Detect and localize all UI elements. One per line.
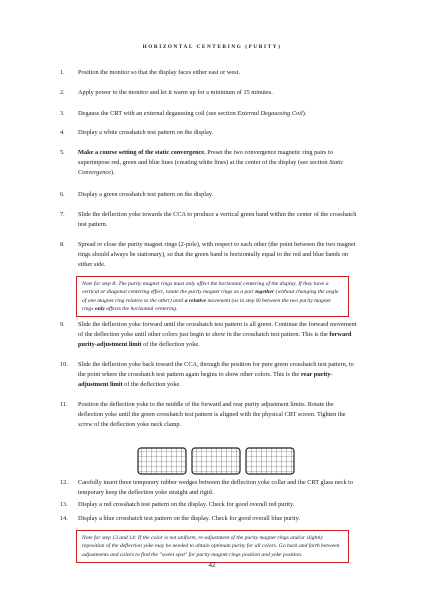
step-2 [60,88,360,98]
step-number: 1. [60,69,65,76]
text-run: of the deflection yoke neck clamp. [92,421,182,428]
step-1 [60,68,360,78]
step-number: 9. [60,321,65,328]
step-number: 8. [60,241,65,248]
step-7 [60,210,360,230]
note-step-8 [76,276,349,317]
step-number: 14. [60,515,68,522]
note-step-13-14: Note for step 13 and 14: If the color is not uniform, re-adjustment of the purity magnet rings and/or slightly reposition of the deflection yoke may be needed to obtain optimum purity for all colors. Go back and forth between adjustments and colors to find the "sweet spot" for purity magnet rings position and yoke position. [76,530,349,563]
step-text [78,320,360,350]
section-heading: HORIZONTAL CENTERING (PURITY) [142,44,282,50]
step-text: Display a red crosshatch test pattern on the display. Check for good overall red purity. [78,501,295,508]
page-number: 42 [208,561,216,569]
step-9 [60,320,360,350]
note-bold: together [255,289,275,296]
step-text [78,109,360,119]
italic-run: screw [78,421,93,428]
step-text: Display a green crosshatch test pattern on the display. [78,191,214,198]
step-number: 3. [60,110,65,117]
step-14 [60,514,360,524]
italic-run: Static Convergence [78,159,344,176]
step-text: Spread or close the purity magnet rings (2-pole), with respect to each other (the point between the two magnet rings should always be stationary), so that the green band is horizontally equal to the red and blue bands on either side. [78,241,356,268]
note-text: (without changing the angle of one magnet ring relative to the other) until [82,289,339,304]
step-8 [60,240,360,270]
step-number: 13. [60,501,68,508]
step-12 [60,478,360,498]
step-13 [60,500,360,510]
step-4 [60,128,360,138]
step-number: 5. [60,149,65,156]
step-5 [60,148,360,178]
step-text: Display a blue crosshatch test pattern on the display. Check for good overall blue purity. [78,515,300,522]
step-11 [60,400,360,430]
italic-run: External Degaussing Coil [237,110,303,117]
crosshatch-figure-left [138,448,186,474]
crosshatch-figure-center [192,448,240,474]
text-run: of the deflection yoke. [141,341,200,348]
text-run: ). [302,110,307,117]
text-run: Slide the deflection yoke back toward the CCA, through the position for pure green crosshatch test pattern, to the point where the crosshatch test pattern again begins to show other colors. This is the [78,361,354,378]
note-bold: only [94,305,105,312]
text-run: Preset the two convergence magnetic ring pairs to superimpose red, green and blue lines (creating white lines) at the center of the display (see section [78,149,333,166]
step-text: Apply power to the monitor and let it warm up for a minimum of 15 minutes. [78,89,273,96]
step-text: Position the monitor so that the display faces either east or west. [78,69,240,76]
step-number: 12. [60,479,68,486]
text-run: of the deflection yoke. [122,381,181,388]
text-run: Position the deflection yoke to the middle of the forward and rear purity adjustment limits. Rotate the deflection yoke until the green crosshatch test pattern is aligned with the physical CRT screen. Tighten the [78,401,346,418]
crosshatch-diagrams [136,446,296,476]
bold-run: forward purity-adjustment limit [78,331,352,348]
text-run: Degauss the CRT with an external degaussing coil (see section [78,110,238,117]
step-text: Slide the deflection yoke towards the CCA to produce a vertical green band within the center of the crosshatch test pattern. [78,211,357,228]
bold-run: rear purity-adjustment limit [78,371,333,388]
step-number: 10. [60,361,68,368]
step-number: 7. [60,211,65,218]
step-text [78,400,360,430]
step-text [78,148,360,178]
text-run: ). [111,169,115,176]
step-text: Display a white crosshatch test pattern on the display. [78,129,214,136]
note-text: affects the horizontal centering. [104,305,178,312]
text-run: Slide the deflection yoke forward until the crosshatch test pattern is all green. Continue the forward movement of the deflection yoke until other colors just begin to show in the crosshatch test pattern. This is the [78,321,357,338]
step-number: 11. [60,401,68,408]
note-bold: a relative [184,297,207,304]
note-text: Note for step 8: The purity magnet rings must only affect the horizontal centering of the display. If they have a vertical or diagonal centering effect, rotate the purity magnet rings as a pair [82,281,329,296]
step-number: 6. [60,191,65,198]
step-6 [60,190,360,200]
bold-run: Make a course setting of the static convergence. [78,149,206,156]
note-text: movement (as in step 8) between the two purity magnet rings [82,297,331,312]
step-3 [60,109,360,119]
crosshatch-figure-right [246,448,294,474]
step-number: 4. [60,129,65,136]
step-text: Carefully insert three temporary rubber wedges between the deflection yoke collar and the CRT glass neck to temporary keep the deflection yoke straight and rigid. [78,479,354,496]
step-text [78,360,360,390]
step-number: 2. [60,89,65,96]
step-10 [60,360,360,390]
